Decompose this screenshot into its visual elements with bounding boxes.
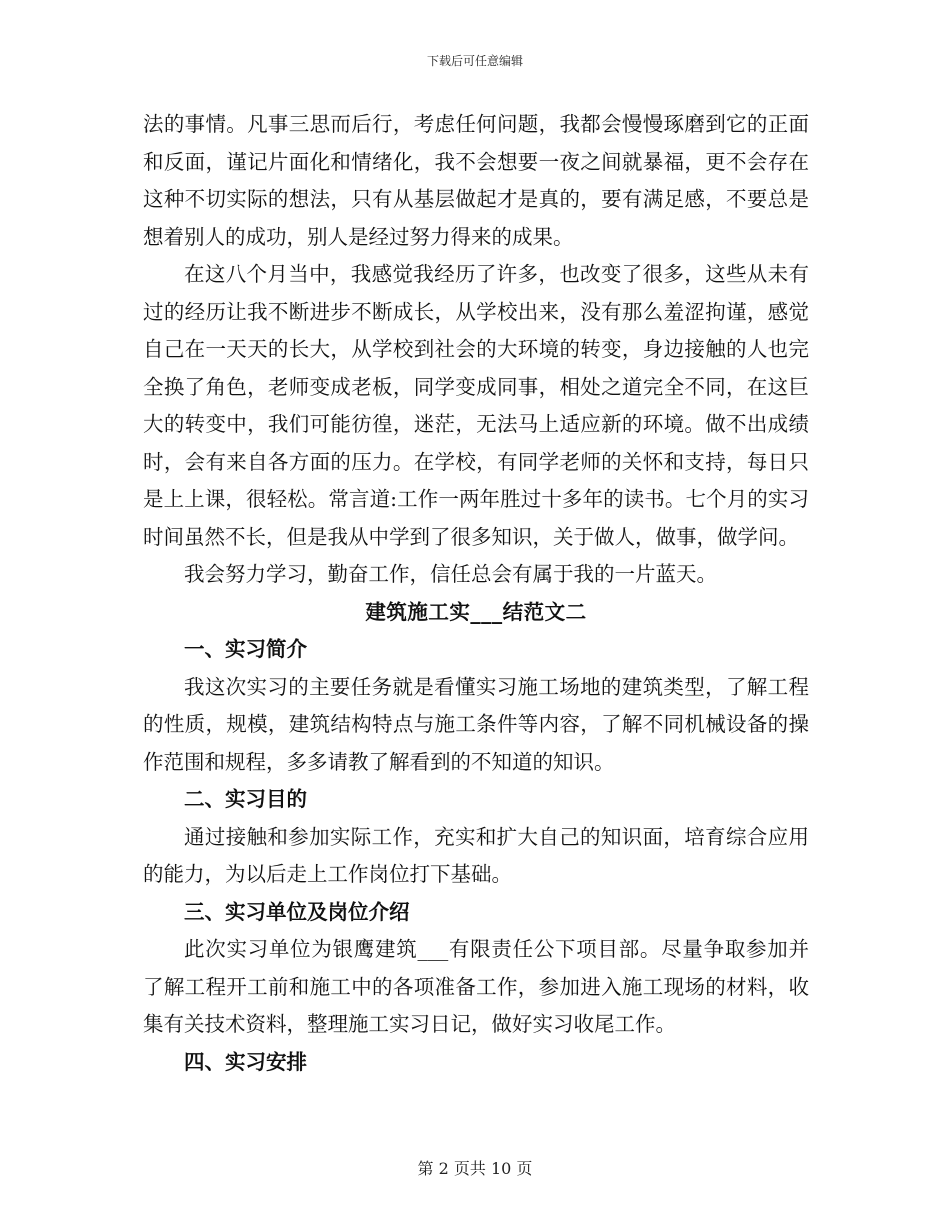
page-header: 下载后可任意编辑 bbox=[426, 54, 523, 68]
section-text-intro: 我这次实习的主要任务就是看懂实习施工场地的建筑类型，了解工程的性质，规模，建筑结构特点与施工条件等内容，了解不同机械设备的操作范围和规程，多多请教了解看到的不知道的知识。 bbox=[143, 674, 809, 774]
paragraph-continuation: 法的事情。凡事三思而后行，考虑任何问题，我都会慢慢琢磨到它的正面和反面，谨记片面化和情绪化，我不会想要一夜之间就暴福，更不会存在这种不切实际的想法，只有从基层做起才是真的，要有满足感，不要总是想着别人的成功，别人是经过努力得来的成果。 bbox=[143, 112, 809, 249]
page-footer: 第 2 页共 10 页 bbox=[417, 1159, 533, 1178]
paragraph-closing: 我会努力学习，勤奋工作，信任总会有属于我的一片蓝天。 bbox=[184, 562, 717, 586]
document-body bbox=[143, 106, 809, 1081]
section-heading-intro: 一、实习简介 bbox=[184, 637, 307, 661]
paragraph-experience: 在这八个月当中，我感觉我经历了许多，也改变了很多，这些从未有过的经历让我不断进步不断成长，从学校出来，没有那么羞涩拘谨，感觉自己在一天天的长大，从学校到社会的大环境的转变，身边接触的人也完全换了角色，老师变成老板，同学变成同事，相处之道完全不同，在这巨大的转变中，我们可能彷徨，迷茫，无法马上适应新的环境。做不出成绩时，会有来自各方面的压力。在学校，有同学老师的关怀和支持，每日只是上上课，很轻松。常言道:工作一两年胜过十多年的读书。七个月的实习时间虽然不长，但是我从中学到了很多知识，关于做人，做事，做学问。 bbox=[143, 262, 809, 549]
section-heading-schedule: 四、实习安排 bbox=[184, 1049, 307, 1074]
section-heading-purpose: 二、实习目的 bbox=[184, 787, 307, 811]
section-text-unit: 此次实习单位为银鹰建筑___有限责任公下项目部。尽量争取参加并了解工程开工前和施工中的各项准备工作，参加进入施工现场的材料，收集有关技术资料，整理施工实习日记，做好实习收尾工作。 bbox=[143, 937, 809, 1036]
article-title: 建筑施工实___结范文二 bbox=[365, 599, 587, 624]
section-heading-unit: 三、实习单位及岗位介绍 bbox=[184, 899, 410, 924]
section-text-purpose: 通过接触和参加实际工作，充实和扩大自己的知识面，培育综合应用的能力，为以后走上工作岗位打下基础。 bbox=[143, 824, 809, 886]
